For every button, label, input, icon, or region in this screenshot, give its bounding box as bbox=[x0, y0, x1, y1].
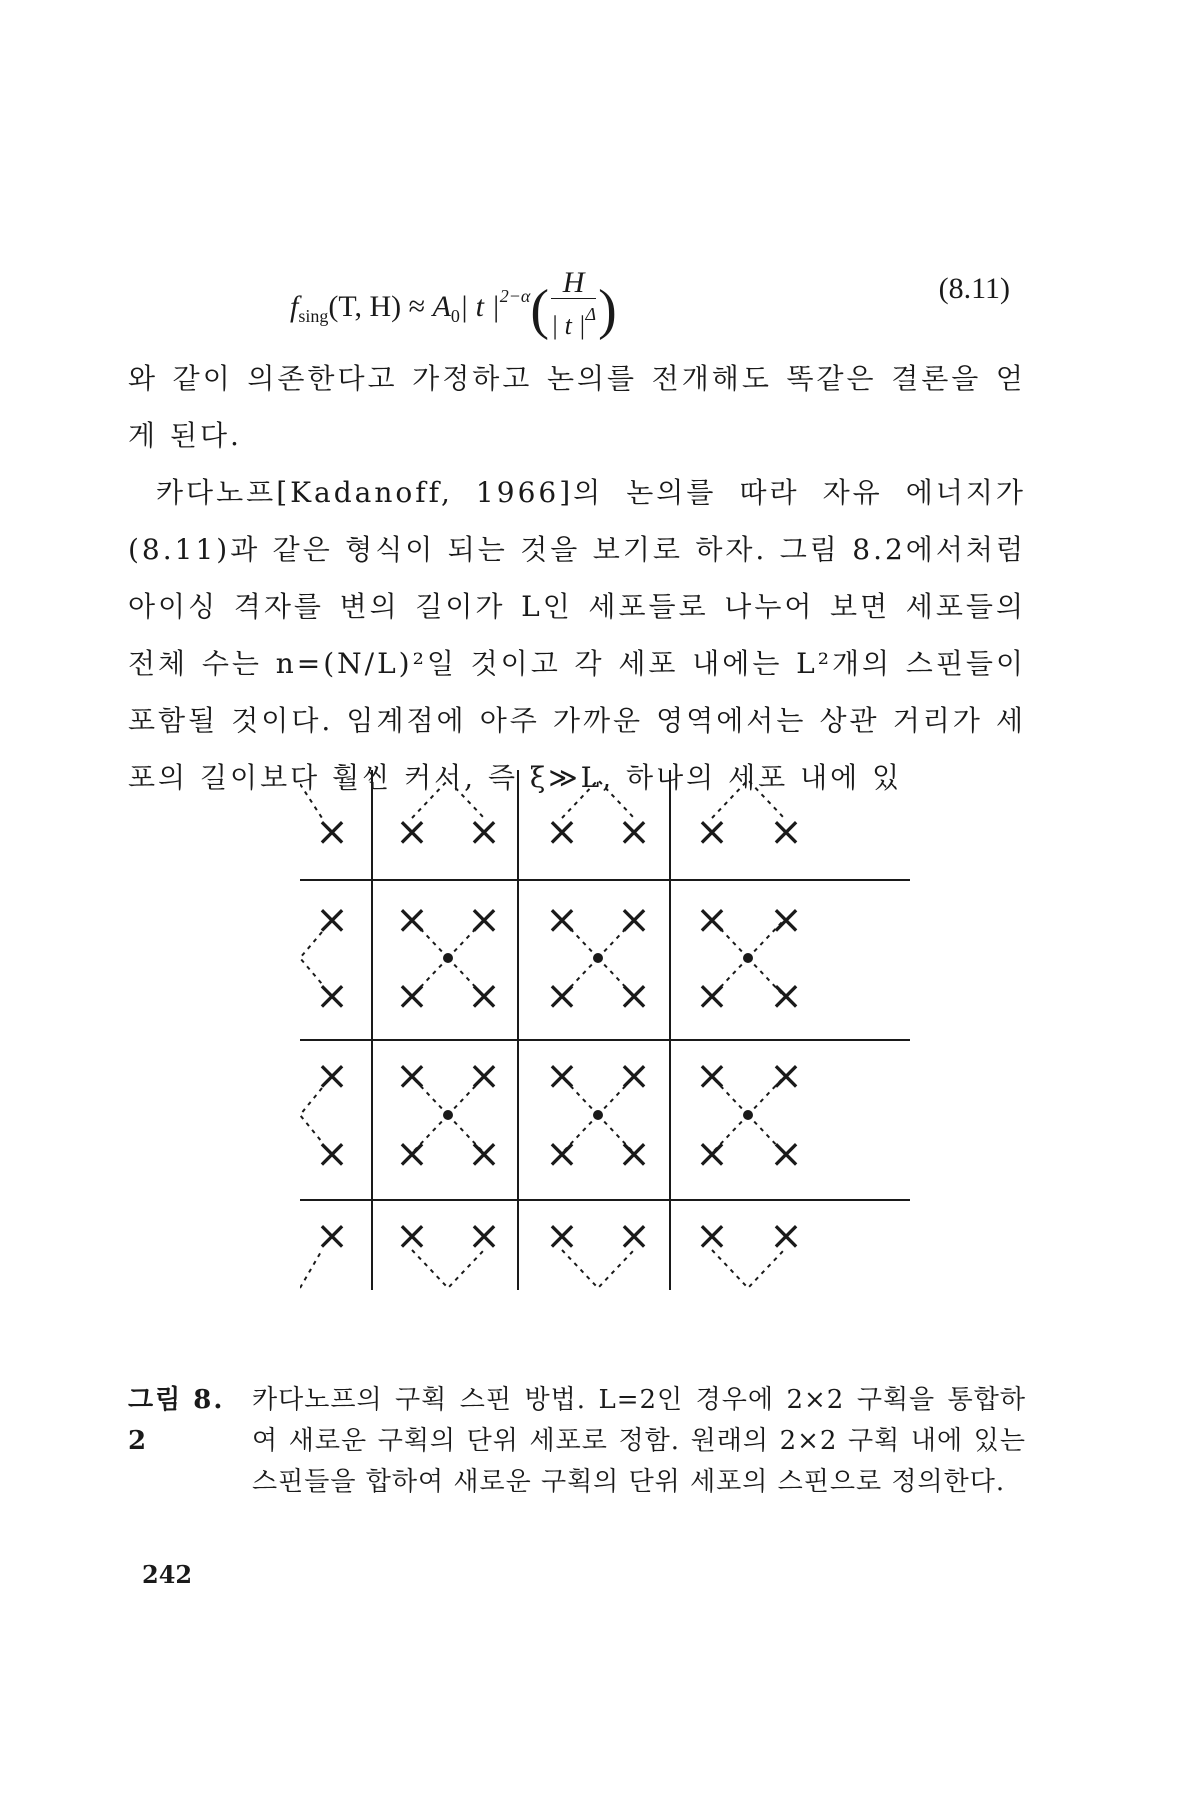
eq-A-subscript: 0 bbox=[450, 306, 460, 326]
eq-fraction bbox=[551, 268, 596, 341]
page-number: 242 bbox=[142, 1560, 193, 1589]
spin-cross: × bbox=[769, 1213, 803, 1259]
block-center-dot bbox=[443, 953, 453, 963]
paragraph-kadanoff: 카다노프[Kadanoff, 1966]의 논의를 따라 자유 에너지가 (8.11)과 같은 형식이 되는 것을 보기로 하자. 그림 8.2에서처럼 아이싱 격자를 변의 길이가 L인 세포들로 나누어 보면 세포들의 전체 수는 n=(N/L)²일 것이고 각 세포 내에는 L²개의 스핀들이 포함될 것이다. 임계점에 아주 가까운 영역에서는 상관 거리가 세포의 길이보다 훨씬 커서, 즉 ξ≫L, 하나의 세포 내에 있 bbox=[128, 476, 1026, 794]
spin-cross: × bbox=[545, 1053, 579, 1099]
spin-cross: × bbox=[467, 809, 501, 855]
caption-text: 카다노프의 구획 스핀 방법. L=2인 경우에 2×2 구획을 통합하여 새로운 구획의 단위 세포로 정함. 원래의 2×2 구획 내에 있는 스핀들을 합하여 새로운 구획의 단위 세포의 스핀으로 정의한다. bbox=[252, 1385, 1026, 1497]
spin-cross: × bbox=[617, 897, 651, 943]
block-center-dot bbox=[743, 953, 753, 963]
spin-cross: × bbox=[769, 1053, 803, 1099]
eq-f-subscript: sing bbox=[298, 306, 329, 326]
spin-cross: × bbox=[315, 1131, 349, 1177]
eq-fraction-denominator bbox=[551, 299, 596, 341]
spin-cross: × bbox=[395, 897, 429, 943]
eq-A: A bbox=[432, 290, 451, 323]
spin-cross: × bbox=[467, 897, 501, 943]
block-center-dot bbox=[593, 1110, 603, 1120]
body-text bbox=[128, 350, 1026, 806]
spin-cross: × bbox=[467, 1131, 501, 1177]
spin-cross: × bbox=[695, 973, 729, 1019]
block-center-dot bbox=[593, 953, 603, 963]
spin-cross: × bbox=[617, 809, 651, 855]
spin-cross: × bbox=[315, 897, 349, 943]
spin-cross: × bbox=[617, 973, 651, 1019]
spin-cross: × bbox=[395, 1213, 429, 1259]
paragraph-continuation: 와 같이 의존한다고 가정하고 논의를 전개해도 똑같은 결론을 얻게 된다. bbox=[128, 362, 1026, 452]
eq-exponent: 2−α bbox=[499, 286, 531, 306]
equation-8-11 bbox=[290, 250, 1010, 340]
spin-cross: × bbox=[467, 1213, 501, 1259]
spin-cross: × bbox=[315, 809, 349, 855]
spin-cross: × bbox=[545, 809, 579, 855]
spin-cross: × bbox=[617, 1131, 651, 1177]
caption-label: 그림 8. 2 bbox=[128, 1385, 225, 1456]
spin-cross: × bbox=[695, 809, 729, 855]
spin-cross: × bbox=[395, 1053, 429, 1099]
spin-cross: × bbox=[769, 809, 803, 855]
eq-f: f bbox=[290, 290, 299, 323]
spin-cross: × bbox=[769, 897, 803, 943]
figure-8-2 bbox=[300, 770, 920, 1370]
spin-cross: × bbox=[395, 973, 429, 1019]
spin-cross: × bbox=[695, 897, 729, 943]
eq-abs-t: | t | bbox=[459, 290, 500, 323]
block-center-dot bbox=[443, 1110, 453, 1120]
spin-cross: × bbox=[617, 1213, 651, 1259]
eq-den-exponent: Δ bbox=[585, 304, 597, 324]
spin-cross: × bbox=[769, 973, 803, 1019]
spin-cross: × bbox=[467, 1053, 501, 1099]
spin-cross: × bbox=[545, 897, 579, 943]
eq-right-paren: ) bbox=[598, 279, 617, 341]
spin-cross: × bbox=[545, 1213, 579, 1259]
eq-den-abs-t: | t | bbox=[551, 311, 586, 340]
spin-cross: × bbox=[617, 1053, 651, 1099]
spin-cross: × bbox=[695, 1131, 729, 1177]
eq-args: (T, H) ≈ bbox=[328, 290, 433, 323]
spin-cross: × bbox=[395, 809, 429, 855]
spin-cross: × bbox=[695, 1053, 729, 1099]
figure-caption bbox=[128, 1380, 1026, 1503]
spin-cross: × bbox=[315, 1213, 349, 1259]
spin-cross: × bbox=[545, 1131, 579, 1177]
spin-cross: × bbox=[545, 973, 579, 1019]
spin-cross: × bbox=[315, 973, 349, 1019]
equation-body bbox=[290, 268, 617, 342]
spin-cross: × bbox=[315, 1053, 349, 1099]
spin-cross: × bbox=[467, 973, 501, 1019]
spin-cross: × bbox=[695, 1213, 729, 1259]
eq-fraction-numerator: H bbox=[551, 268, 596, 299]
spin-cross: × bbox=[395, 1131, 429, 1177]
eq-left-paren: ( bbox=[530, 279, 550, 341]
equation-number: (8.11) bbox=[938, 272, 1010, 305]
block-center-dot bbox=[743, 1110, 753, 1120]
spin-cross: × bbox=[769, 1131, 803, 1177]
block-spin-diagram bbox=[300, 770, 920, 1370]
